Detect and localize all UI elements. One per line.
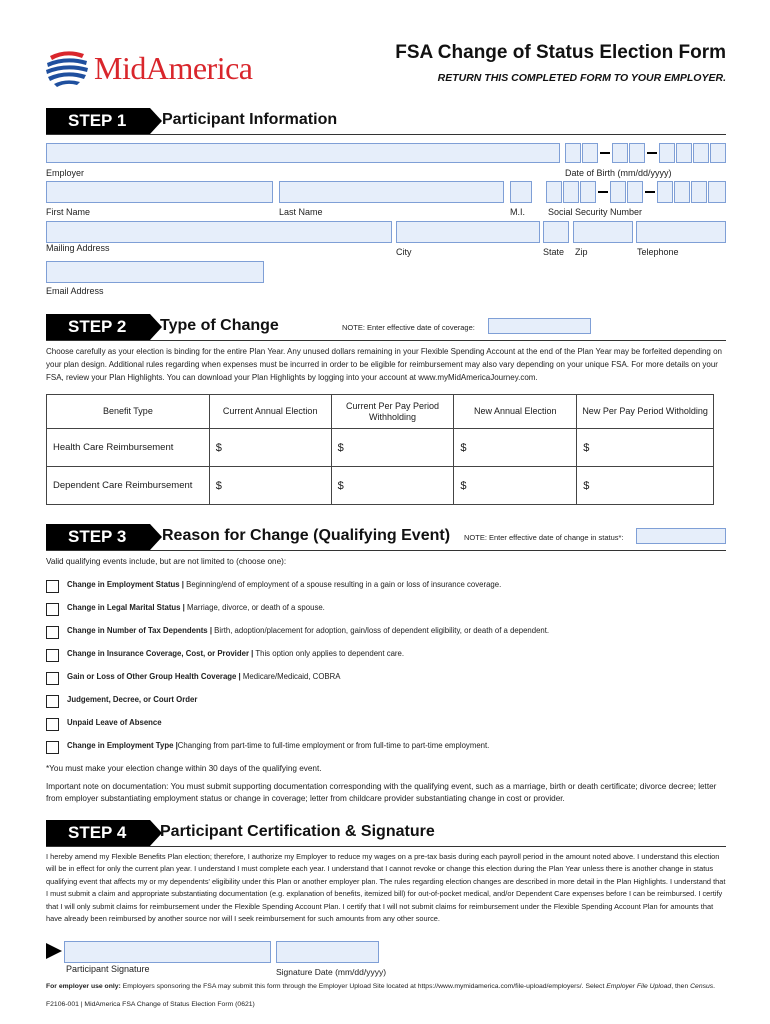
dob-day-1[interactable]: [612, 143, 628, 163]
step2-badge: STEP 2: [46, 314, 150, 340]
dob-year-3[interactable]: [693, 143, 709, 163]
step1-title: Participant Information: [162, 111, 338, 128]
step3-rule: [46, 550, 726, 551]
event-name: Change in Number of Tax Dependents |: [67, 626, 212, 635]
midamerica-globe-icon: [44, 44, 90, 90]
employer-note-em2: Census: [690, 983, 714, 990]
employer-label: Employer: [46, 168, 85, 178]
event-checkbox-marital-status[interactable]: [46, 603, 59, 616]
last-name-field[interactable]: [279, 181, 504, 203]
signature-date-field[interactable]: [276, 941, 379, 963]
participant-signature-field[interactable]: [64, 941, 271, 963]
employer-note-text: Employers sponsoring the FSA may submit this form through the Employer Upload Site located at https://www.mymidamerica.com/file-upload/employers/. Select: [120, 983, 607, 990]
ssn-3[interactable]: [580, 181, 596, 203]
event-checkbox-employment-type[interactable]: [46, 741, 59, 754]
event-label: [67, 649, 404, 658]
event-name: Change in Legal Marital Status |: [67, 603, 185, 612]
event-desc: Changing from part-time to full-time employment or from full-time to part-time employment.: [177, 741, 490, 750]
email-label: Email Address: [46, 286, 104, 296]
state-field[interactable]: [543, 221, 569, 243]
ssn-9[interactable]: [708, 181, 726, 203]
step2-note: NOTE: Enter effective date of coverage:: [342, 323, 475, 332]
event-label: [67, 626, 549, 635]
middle-initial-label: M.I.: [510, 207, 525, 217]
ssn-8[interactable]: [691, 181, 707, 203]
employer-note-mid: , then: [671, 983, 691, 990]
step4-title: Participant Certification & Signature: [160, 823, 435, 840]
table-header-row: [47, 395, 714, 429]
last-name-label: Last Name: [279, 207, 323, 217]
step3-note: NOTE: Enter effective date of change in status*:: [464, 533, 624, 542]
mailing-address-label: Mailing Address: [46, 243, 110, 253]
mailing-address-field[interactable]: [46, 221, 392, 243]
dependent-new-annual-cell[interactable]: $: [454, 467, 577, 505]
step1-rule: [46, 134, 726, 135]
event-desc: This option only applies to dependent care.: [253, 649, 405, 658]
ssn-5[interactable]: [627, 181, 643, 203]
event-desc: Medicare/Medicaid, COBRA: [240, 672, 341, 681]
dob-year-4[interactable]: [710, 143, 726, 163]
table-row: [47, 429, 714, 467]
step2-title: Type of Change: [160, 317, 279, 334]
documentation-note: Important note on documentation: You must submit supporting documentation corresponding with the qualifying event, such as a marriage, birth or death certificate; divorce decree; letter from employer substantiating employment status or change in coverage; letter from childcare provider substantiating change in cost or provider.: [46, 782, 717, 803]
event-name: Change in Employment Type |: [67, 741, 178, 750]
table-header: Current Per Pay Period Withholding: [331, 395, 454, 429]
dob-year-1[interactable]: [659, 143, 675, 163]
state-label: State: [543, 247, 565, 257]
step4-rule: [46, 846, 726, 847]
dob-dash-1: [600, 152, 610, 154]
signature-date-label: Signature Date (mm/dd/yyyy): [276, 967, 387, 977]
ssn-7[interactable]: [674, 181, 690, 203]
table-header: New Per Pay Period Witholding: [577, 395, 714, 429]
first-name-field[interactable]: [46, 181, 273, 203]
event-checkbox-unpaid-leave[interactable]: [46, 718, 59, 731]
table-header: Benefit Type: [47, 395, 210, 429]
employer-note-end: .: [713, 983, 716, 990]
event-label: [67, 580, 501, 589]
step3-intro: Valid qualifying events include, but are not limited to (choose one):: [46, 557, 287, 566]
signature-label: Participant Signature: [66, 964, 150, 974]
employer-field[interactable]: [46, 143, 560, 163]
row-label-health-care: Health Care Reimbursement: [47, 429, 210, 467]
form-title: FSA Change of Status Election Form: [395, 42, 726, 63]
event-checkbox-other-group-coverage[interactable]: [46, 672, 59, 685]
table-header: New Annual Election: [454, 395, 577, 429]
event-name: Unpaid Leave of Absence: [67, 718, 162, 727]
status-change-date-field[interactable]: [636, 528, 726, 544]
brand-name: MidAmerica: [94, 50, 253, 86]
step4-badge: STEP 4: [46, 820, 150, 846]
event-name: Change in Insurance Coverage, Cost, or Provider |: [67, 649, 254, 658]
event-desc: Beginning/end of employment of a spouse resulting in a gain or loss of insurance coverage.: [183, 580, 502, 589]
event-desc: Marriage, divorce, or death of a spouse.: [184, 603, 325, 612]
event-label: [67, 603, 325, 612]
step3-title: Reason for Change (Qualifying Event): [162, 527, 451, 544]
employer-upload-note: [46, 983, 726, 990]
zip-label: Zip: [575, 247, 588, 257]
ssn-dash-1: [598, 191, 608, 193]
city-field[interactable]: [396, 221, 540, 243]
event-desc: Birth, adoption/placement for adoption, gain/loss of dependent eligibility, or death of a dependent.: [212, 626, 550, 635]
event-name: Judgement, Decree, or Court Order: [67, 695, 198, 704]
coverage-effective-date-field[interactable]: [488, 318, 591, 334]
event-name: Gain or Loss of Other Group Health Coverage |: [67, 672, 241, 681]
step3-badge: STEP 3: [46, 524, 150, 550]
step1-badge: STEP 1: [46, 108, 150, 134]
sign-here-arrow-icon: [46, 943, 62, 959]
dob-day-2[interactable]: [629, 143, 645, 163]
event-label: [67, 741, 489, 750]
health-new-annual-cell[interactable]: $: [454, 429, 577, 467]
first-name-label: First Name: [46, 207, 91, 217]
employer-note-em1: Employer File Upload: [606, 983, 672, 990]
brand-logo: [44, 44, 284, 90]
zip-field[interactable]: [573, 221, 633, 243]
certification-paragraph: I hereby amend my Flexible Benefits Plan election; therefore, I authorize my Employer to reduce my wages on a pre-tax basis during each payroll period in the amount noted above. I understand this election will be in effect for only the current plan year. I understand I must complete each year. I understand that I cannot revoke or change this election during the Plan Year unless there is another change in status qualifying event that affects my or my dependents' eligibility under this Plan or another employer plan. The rules regarding election changes are described in more detail in the Plan Highlights. I understand that I must submit a claim and appropriate substantiating documentation (e.g. explanation of benefits, itemized bill) for out-of-pocket medical, and/or Dependent Care expenses before I can be reimbursed. I certify that I will only submit claims for reimbursement under the Flexible Spending Account Plan. I certify that I will not submit claims for reimbursement under the Flexible Spending Account Plan for amounts that have already been reimbursed by another source nor will I seek reimbursement for such amounts from any other source.: [46, 852, 726, 924]
dob-dash-2: [647, 152, 657, 154]
ssn-dash-2: [645, 191, 655, 193]
row-label-dependent-care: Dependent Care Reimbursement: [47, 467, 210, 505]
event-label: [67, 695, 197, 704]
event-checkbox-tax-dependents[interactable]: [46, 626, 59, 639]
event-label: [67, 718, 162, 727]
table-row: [47, 467, 714, 505]
form-id: F2106-001 | MidAmerica FSA Change of Status Election Form (0621): [46, 1001, 255, 1008]
event-name: Change in Employment Status |: [67, 580, 184, 589]
step3-footnote: *You must make your election change within 30 days of the qualifying event.: [46, 764, 322, 773]
employer-note-bold: For employer use only:: [46, 983, 121, 990]
telephone-field[interactable]: [636, 221, 726, 243]
dob-month-1[interactable]: [565, 143, 581, 163]
event-checkbox-insurance-coverage[interactable]: [46, 649, 59, 662]
health-current-per-pay-cell[interactable]: $: [331, 429, 454, 467]
return-instruction: RETURN THIS COMPLETED FORM TO YOUR EMPLOYER.: [437, 72, 726, 84]
step2-paragraph: Choose carefully as your election is binding for the entire Plan Year. Any unused dollars remaining in your Flexible Spending Account at the end of the Plan Year may be forfeited depending on your plan design. Additional rules regarding when expenses must be incurred in order to be eligible for reimbursement may also vary depending on your unique FSA. For more details on your FSA, review your Plan Highlights. You can download your Plan Highlights by logging into your account at www.myMidAmericaJourney.com.: [46, 347, 722, 382]
ssn-1[interactable]: [546, 181, 562, 203]
dob-label: Date of Birth (mm/dd/yyyy): [565, 168, 672, 178]
ssn-2[interactable]: [563, 181, 579, 203]
dependent-new-per-pay-cell[interactable]: $: [577, 467, 714, 505]
health-new-per-pay-cell[interactable]: $: [577, 429, 714, 467]
middle-initial-field[interactable]: [510, 181, 532, 203]
ssn-label: Social Security Number: [548, 207, 643, 217]
city-label: City: [396, 247, 412, 257]
health-current-annual-cell[interactable]: $: [209, 429, 331, 467]
ssn-6[interactable]: [657, 181, 673, 203]
dependent-current-per-pay-cell[interactable]: $: [331, 467, 454, 505]
dob-year-2[interactable]: [676, 143, 692, 163]
telephone-label: Telephone: [637, 247, 679, 257]
event-checkbox-employment-status[interactable]: [46, 580, 59, 593]
event-label: [67, 672, 340, 681]
election-table: [46, 394, 714, 505]
dob-month-2[interactable]: [582, 143, 598, 163]
dependent-current-annual-cell[interactable]: $: [209, 467, 331, 505]
step2-rule: [46, 340, 726, 341]
ssn-4[interactable]: [610, 181, 626, 203]
event-checkbox-court-order[interactable]: [46, 695, 59, 708]
email-field[interactable]: [46, 261, 264, 283]
table-header: Current Annual Election: [209, 395, 331, 429]
